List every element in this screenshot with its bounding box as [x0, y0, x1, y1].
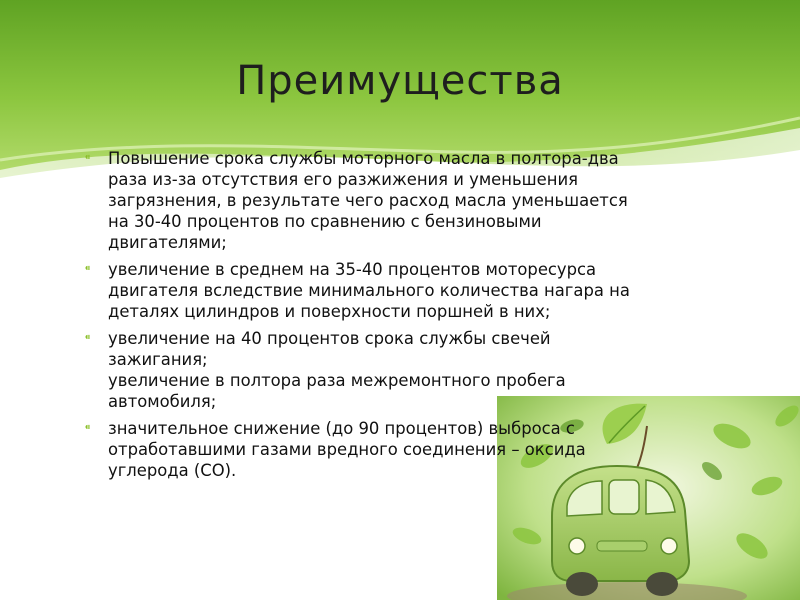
bullet-line: зажигания; — [108, 350, 208, 369]
bullet-line: двигателями; — [108, 233, 227, 252]
list-item — [84, 148, 704, 253]
advantages-list — [84, 148, 704, 487]
bullet-line: углерода (CO). — [108, 461, 237, 480]
slide-title: Преимущества — [236, 58, 564, 104]
bullet-marker-icon: ⁌ — [84, 330, 91, 346]
bullet-line: на 30-40 процентов по сравнению с бензиновыми — [108, 212, 542, 231]
bullet-line: увеличение в полтора раза межремонтного пробега — [108, 371, 566, 390]
bullet-line: деталях цилиндров и поверхности поршней в них; — [108, 302, 551, 321]
bullet-line: двигателя вследствие минимального количества нагара на — [108, 281, 630, 300]
bullet-line: отработавшими газами вредного соединения – оксида — [108, 440, 586, 459]
list-item — [84, 328, 704, 412]
bullet-line: автомобиля; — [108, 392, 217, 411]
bullet-line: значительное снижение (до 90 процентов) выброса с — [108, 419, 575, 438]
bullet-marker-icon: ⁌ — [84, 261, 91, 277]
list-item — [84, 418, 704, 481]
bullet-line: загрязнения, в результате чего расход масла уменьшается — [108, 191, 628, 210]
list-item — [84, 259, 704, 322]
bullet-line: Повышение срока службы моторного масла в полтора-два — [108, 149, 619, 168]
bullet-line: увеличение на 40 процентов срока службы свечей — [108, 329, 551, 348]
bullet-marker-icon: ⁌ — [84, 150, 91, 166]
bullet-marker-icon: ⁌ — [84, 420, 91, 436]
bullet-line: увеличение в среднем на 35-40 процентов моторесурса — [108, 260, 597, 279]
bullet-line: раза из-за отсутствия его разжижения и уменьшения — [108, 170, 578, 189]
